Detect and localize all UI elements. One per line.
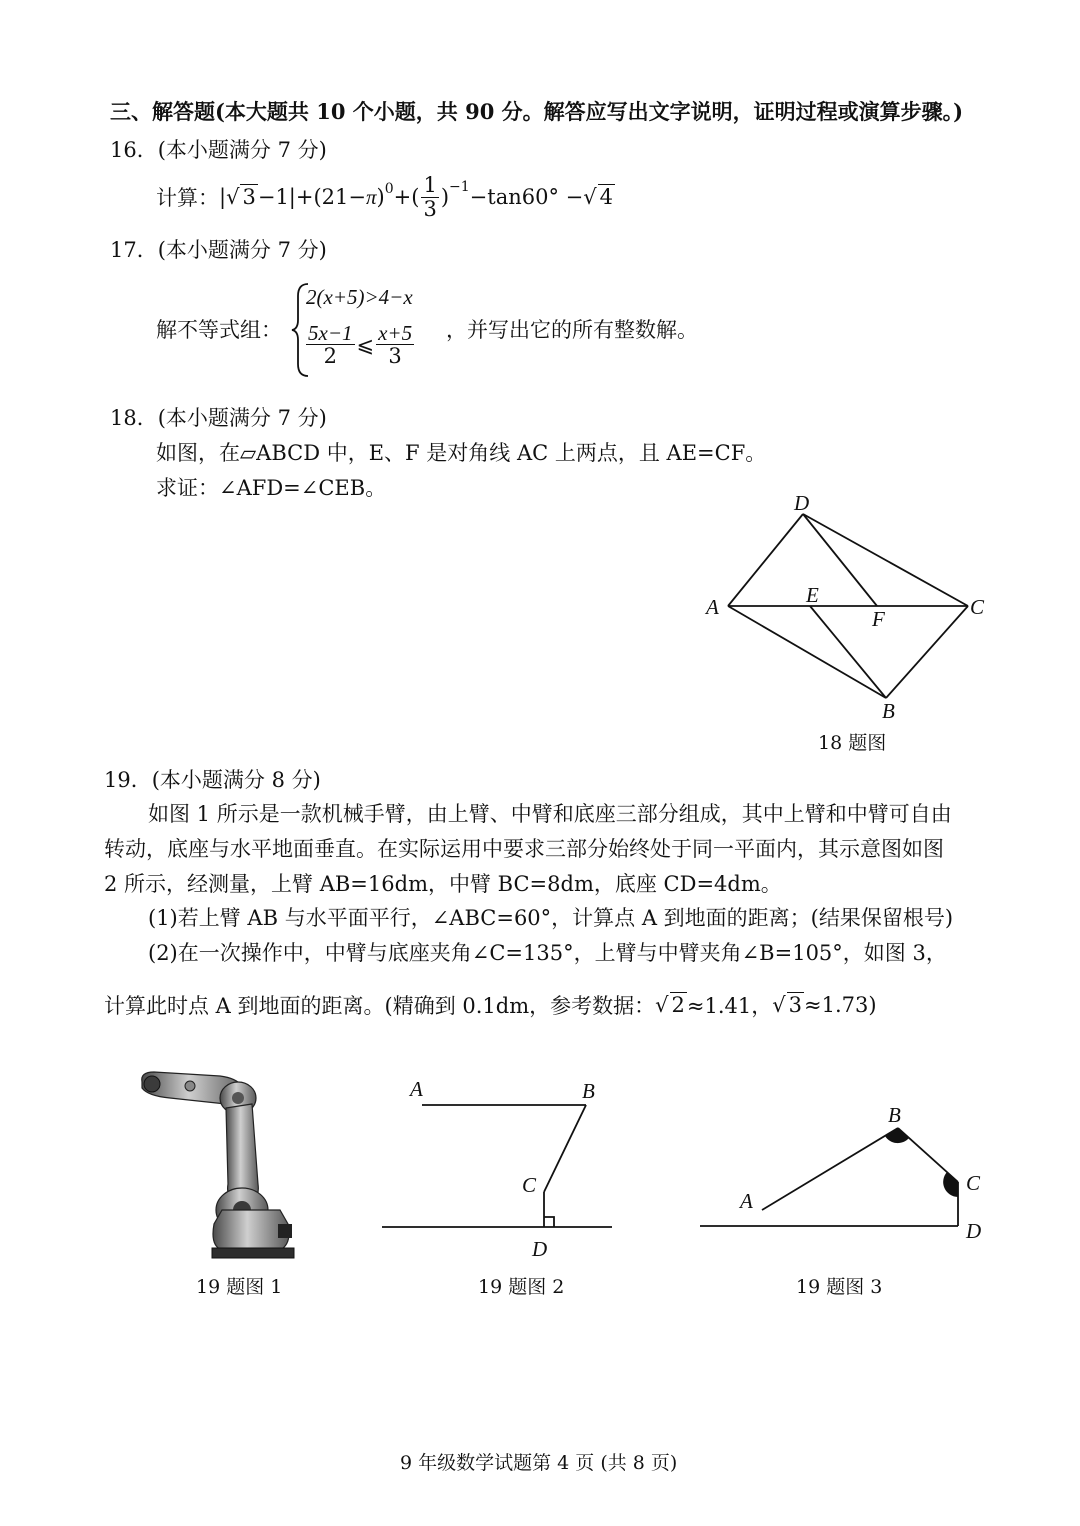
q18-label-e: E (806, 583, 819, 607)
q16-header (110, 134, 327, 164)
q19-fig3-angle-b-mark (885, 1128, 909, 1143)
q16-expr-part5: ) (440, 185, 450, 209)
q19-figure1-caption: 19 题图 1 (196, 1276, 283, 1298)
q16-frac-den: 3 (423, 196, 437, 221)
q19-fig2-label-c: C (522, 1173, 537, 1197)
q18-label-b: B (882, 699, 895, 720)
q18-seg-ba (728, 606, 886, 698)
q16-expr-part4: +( (393, 185, 420, 209)
q19-points: (本小题满分 8 分) (151, 768, 321, 792)
q18-label-a: A (706, 595, 719, 619)
section-heading: 三、解答题(本大题共 10 个小题，共 90 分。解答应写出文字说明，证明过程或演算步骤。) (110, 99, 964, 124)
q16-sqrt3: √ 3 (226, 185, 256, 209)
q16-sqrt4: √ 4 (583, 185, 613, 209)
q19-fig2-seg-bc (544, 1105, 586, 1192)
q16-prefix: 计算： (156, 186, 219, 210)
q18-number: 18． (110, 406, 158, 430)
q19-part2b-text: 计算此时点 A 到地面的距离。(精确到 0.1dm，参考数据： (104, 994, 656, 1018)
q18-header (110, 402, 327, 432)
q19-figure3-caption: 19 题图 3 (796, 1276, 883, 1298)
q16-sqrt3-radicand: 3 (242, 185, 256, 209)
q19-para2: 转动，底座与水平地面垂直。在实际运用中要求三部分始终处于同一平面内，其示意图如图 (104, 837, 944, 861)
q19-ref-sqrt2: √ 2 (655, 993, 685, 1017)
q19-ref-val3: ≈1.73) (804, 993, 877, 1017)
q17-suffix: ，并写出它的所有整数解。 (446, 318, 698, 342)
q16-number: 16． (110, 138, 158, 162)
q19-fig2-label-d: D (532, 1237, 548, 1261)
q17-left-fraction (306, 322, 355, 367)
q17-left-den: 2 (306, 344, 355, 367)
q18-label-d: D (794, 491, 810, 515)
q16-sqrt4-radicand: 4 (599, 185, 613, 209)
q19-number: 19． (104, 768, 152, 792)
q17-inequality-2 (304, 322, 416, 367)
q19-fig3-seg-ab (762, 1128, 898, 1210)
q18-figure-caption: 18 题图 (818, 732, 887, 754)
q17-header (110, 234, 327, 264)
q19-part2: (2)在一次操作中，中臂与底座夹角∠C=135°，上臂与中臂夹角∠B=105°，如图 3， (148, 941, 947, 965)
q16-expr-part3: ) (376, 185, 385, 209)
q18-line2: 求证：∠AFD=∠CEB。 (156, 476, 387, 500)
q16-points: (本小题满分 7 分) (157, 138, 327, 162)
q18-line1: 如图，在▱ABCD 中，E、F 是对角线 AC 上两点，且 AE=CF。 (156, 441, 767, 465)
q17-right-num: x+5 (378, 321, 413, 345)
q17-right-fraction (376, 322, 414, 367)
q18-figure (690, 488, 1010, 720)
q17-points: (本小题满分 7 分) (157, 238, 327, 262)
q18-label-c: C (970, 595, 985, 619)
q18-seg-dc (803, 514, 968, 606)
q19-ref-sqrt3-radicand: 3 (788, 993, 803, 1017)
q16-frac-num: 1 (423, 173, 437, 198)
q19-ref-sqrt3: √ 3 (772, 993, 803, 1017)
q19-fig3-label-d: D (966, 1219, 982, 1243)
q16-abs-open: | (219, 185, 227, 209)
q19-figure1-robot-arm (130, 1064, 310, 1264)
q19-figure2-caption: 19 题图 2 (478, 1276, 565, 1298)
q16-pi: π (365, 184, 377, 209)
q19-figure2 (376, 1074, 616, 1264)
q18-seg-cb (886, 606, 968, 698)
q18-seg-ad (728, 514, 803, 606)
q19-para1: 如图 1 所示是一款机械手臂，由上臂、中臂和底座三部分组成，其中上臂和中臂可自由 (148, 802, 952, 826)
q19-part1: (1)若上臂 AB 与水平面平行，∠ABC=60°，计算点 A 到地面的距离；(结果保留根号) (148, 906, 954, 930)
q17-prefix: 解不等式组： (156, 318, 282, 342)
q19-ref-sqrt2-radicand: 2 (671, 993, 685, 1017)
q17-le-sign: ⩽ (356, 332, 375, 357)
q17-left-num: 5x−1 (308, 321, 353, 345)
q17-inequality-1: 2(x+5)>4−x (306, 285, 413, 309)
q18-label-f: F (872, 607, 885, 631)
q19-header (104, 764, 321, 794)
q16-expr-part2: −1|+(21− (257, 185, 366, 209)
q19-fig2-right-angle-mark (544, 1217, 554, 1227)
q19-fig3-angle-c-mark (943, 1172, 958, 1197)
q16-exp0: 0 (384, 181, 394, 197)
q16-expr-part6: −tan60° − (469, 185, 584, 209)
page-footer: 9 年级数学试题第 4 页 (共 8 页) (400, 1452, 678, 1474)
q19-fig3-label-b: B (888, 1103, 901, 1127)
q19-fig3-label-c: C (966, 1171, 981, 1195)
q19-para3: 2 所示，经测量，上臂 AB=16dm，中臂 BC=8dm，底座 CD=4dm。 (104, 872, 782, 896)
q16-expression (156, 172, 615, 222)
q19-part2-continued (104, 990, 877, 1020)
q16-exp-neg1: −1 (449, 179, 470, 195)
q19-fig2-label-b: B (582, 1079, 595, 1103)
q16-fraction (421, 174, 438, 219)
q19-fig3-label-a: A (740, 1189, 753, 1213)
q19-ref-val2: ≈1.41， (686, 994, 773, 1018)
q17-number: 17． (110, 238, 158, 262)
q17-right-den: 3 (376, 344, 414, 367)
q19-figure3 (696, 1098, 996, 1248)
q19-fig2-label-a: A (410, 1077, 423, 1101)
q18-points: (本小题满分 7 分) (157, 406, 327, 430)
